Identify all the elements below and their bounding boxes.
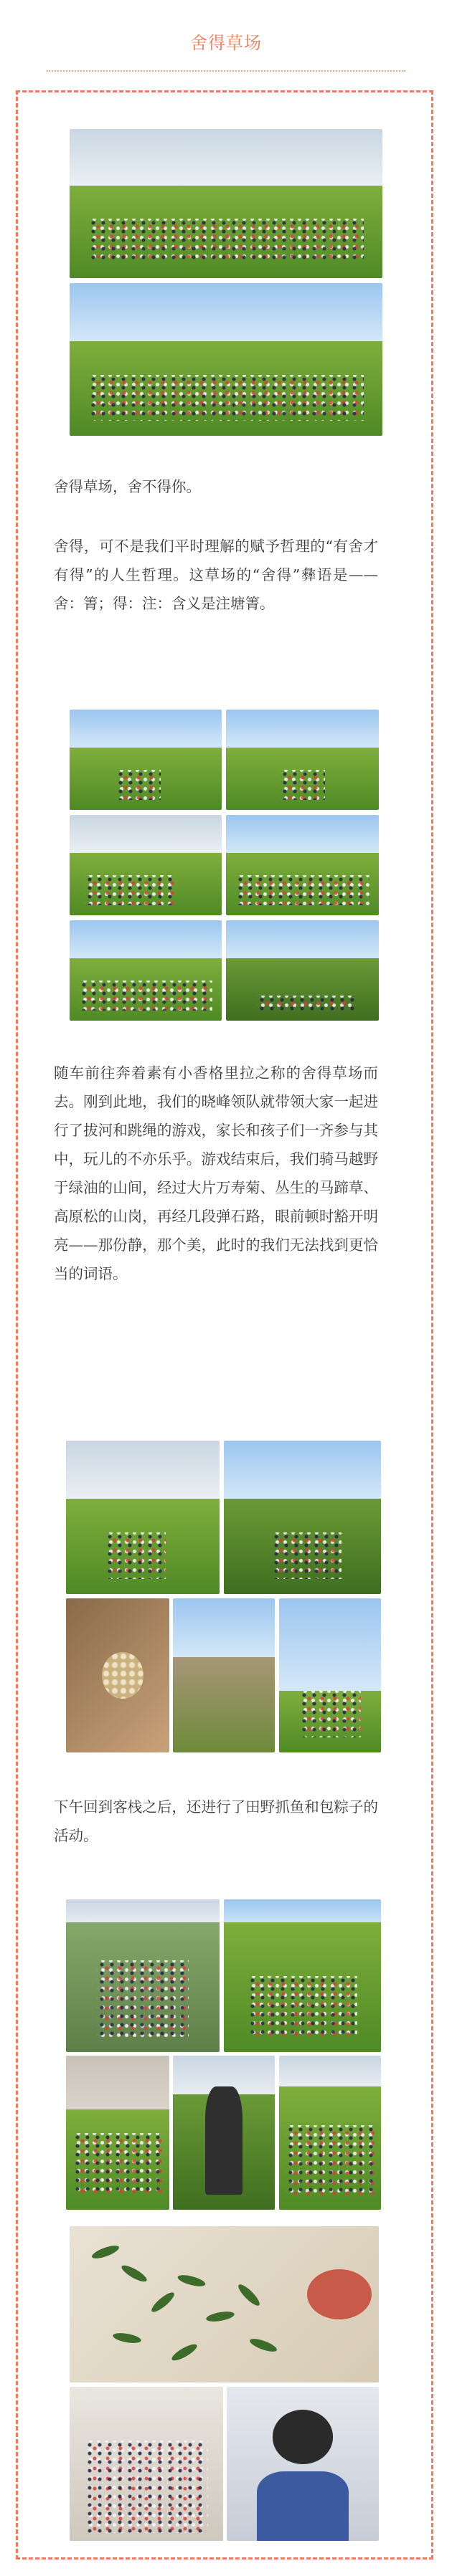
photo-zongzi-1 <box>70 2387 223 2541</box>
photo-village-children <box>66 2056 169 2210</box>
paragraph-intro: 舍得草场，舍不得你。 <box>54 478 201 495</box>
photo-horse-riding-2 <box>224 1441 381 1594</box>
photo-hand-flowers <box>66 1598 169 1752</box>
photo-field-fishing-1 <box>66 1899 220 2052</box>
photo-child-sign <box>173 2056 275 2210</box>
page-header <box>0 0 452 85</box>
page-title: 舍得草场 <box>190 33 262 53</box>
photo-rocky-path <box>173 1598 275 1752</box>
paragraph-activities: 随车前往奔着素有小香格里拉之称的舍得草场而去。刚到此地，我们的晓峰领队就带领大家一起进行了拔河和跳绳的游戏，家长和孩子们一齐参与其中，玩儿的不亦乐乎。游戏结束后，我们骑马越野于绿油的山间，经过大片万寿菊、丛生的马蹄草、高原松的山岗，再经几段弹石路，眼前顿时豁开明亮——那份静，那个美，此时的我们无法找到更恰当的词语。 <box>54 1064 378 1282</box>
photo-group-grassland <box>70 129 382 278</box>
photo-horse-riding-1 <box>66 1441 220 1594</box>
photo-field-fishing-2 <box>224 1899 381 2052</box>
photo-hats-throw <box>70 283 382 436</box>
paragraph-meaning: 舍得，可不是我们平时理解的赋予哲理的“有舍才有得”的人生哲理。这草场的“舍得”彝语是——舍：箐；得：注：含义是注塘箐。 <box>54 538 378 612</box>
photo-bamboo-leaves <box>70 2226 379 2382</box>
photo-zongzi-2 <box>227 2387 379 2541</box>
photo-rope-2 <box>226 815 379 915</box>
photo-children-field <box>279 2056 381 2210</box>
photo-rope-1 <box>70 815 222 915</box>
photo-jumping <box>279 1598 381 1752</box>
paragraph-afternoon: 下午回到客栈之后，还进行了田野抓鱼和包粽子的活动。 <box>54 1798 378 1844</box>
photo-walking <box>70 920 222 1021</box>
title-divider <box>47 70 405 72</box>
photo-horses-hill <box>226 920 379 1021</box>
photo-game-1 <box>70 710 222 810</box>
photo-game-2 <box>226 710 379 810</box>
